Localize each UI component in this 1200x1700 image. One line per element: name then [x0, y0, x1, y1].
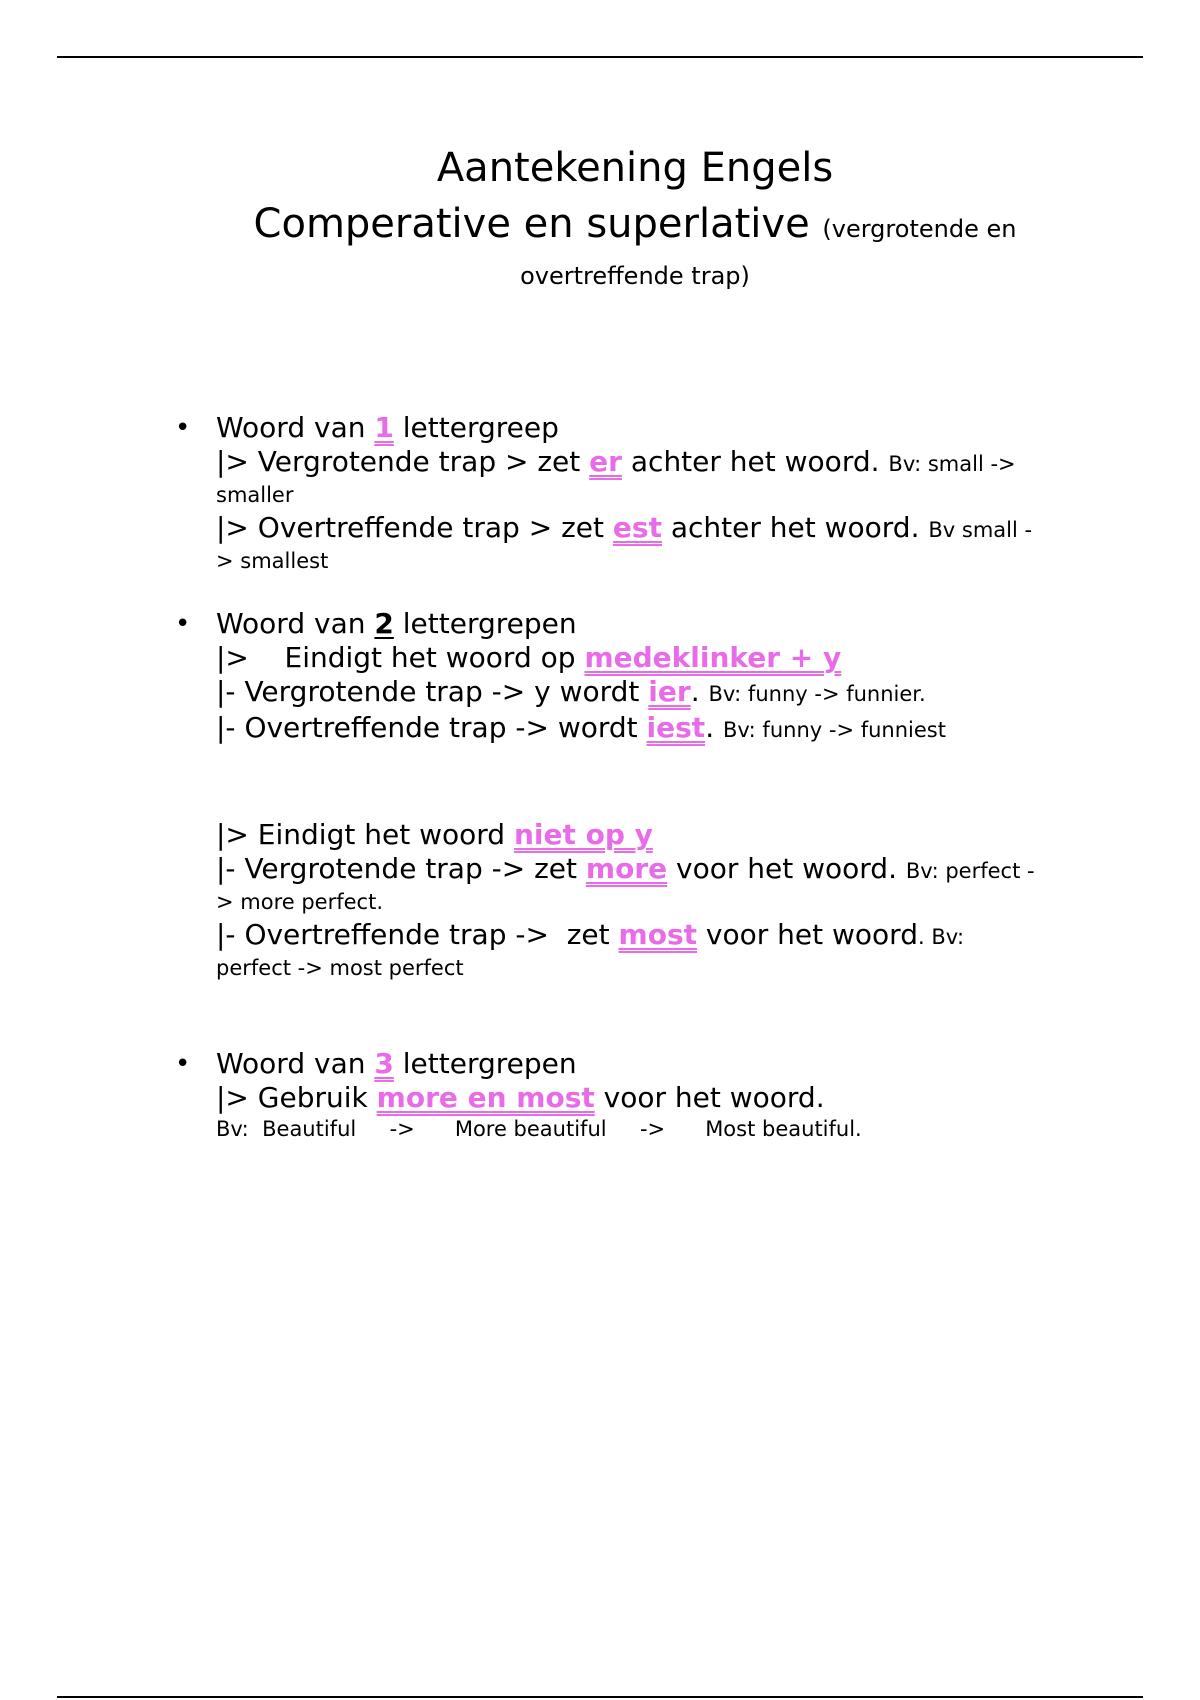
highlight: er: [589, 445, 622, 478]
rule-line: |> Vergrotende trap > zet er achter het woord. Bv: small ->: [216, 445, 1016, 478]
bullet: •: [175, 609, 191, 639]
example: Bv: funny -> funnier.: [708, 682, 926, 706]
example: Bv: small ->: [888, 452, 1016, 476]
rule-line: |> Eindigt het woord niet op y: [216, 818, 653, 851]
section-not-ending-y: [216, 818, 1056, 982]
section-two-syllables: [175, 607, 1056, 747]
section-one-syllable: [175, 411, 1056, 575]
section-three-syllables: [175, 1047, 1056, 1143]
subtitle-main: Comperative en superlative: [253, 201, 810, 247]
rule-line: |- Overtreffende trap -> wordt iest. Bv: funny -> funniest: [216, 711, 946, 744]
bottom-rule: [57, 1696, 1143, 1698]
section-heading: Woord van 2 lettergrepen: [216, 607, 577, 640]
rule-line: |> Gebruik more en most voor het woord.: [216, 1081, 825, 1114]
bullet: •: [175, 413, 191, 443]
rule-line: |- Vergrotende trap -> zet more voor het woord. Bv: perfect -: [216, 852, 1035, 885]
section-heading: Woord van 3 lettergrepen: [216, 1047, 577, 1080]
rule-line: |- Overtreffende trap -> zet most voor het woord. Bv:: [216, 918, 965, 951]
rule-line: |> Eindigt het woord op medeklinker + y: [216, 641, 842, 674]
example-continued: > more perfect.: [216, 890, 383, 914]
syllable-count: 3: [374, 1047, 394, 1080]
rule-line: |- Vergrotende trap -> y wordt ier. Bv: funny -> funnier.: [216, 675, 926, 708]
document-title: Aantekening Engels: [436, 145, 834, 191]
section-heading: Woord van 1 lettergreep: [216, 411, 559, 444]
document-subtitle: [200, 196, 1070, 257]
highlight: more en most: [376, 1081, 595, 1114]
bullet: •: [175, 1049, 191, 1079]
subtitle-note-b: overtreffende trap): [520, 262, 750, 290]
highlight: most: [618, 918, 698, 951]
document-header: [200, 140, 1070, 293]
highlight: est: [612, 511, 662, 544]
syllable-count: 1: [374, 411, 394, 444]
highlight: medeklinker + y: [584, 641, 842, 674]
example: Bv: funny -> funniest: [723, 718, 946, 742]
example-continued: > smallest: [216, 549, 329, 573]
top-rule: [57, 56, 1143, 58]
highlight: more: [585, 852, 668, 885]
example-continued: smaller: [216, 483, 294, 507]
highlight: ier: [648, 675, 691, 708]
example-row: Bv: Beautiful -> More beautiful -> Most beautiful.: [216, 1117, 862, 1141]
highlight: niet op y: [513, 818, 653, 851]
subtitle-note-a: (vergrotende en: [822, 215, 1017, 243]
example: . Bv:: [917, 925, 965, 949]
example: Bv small -: [928, 518, 1033, 542]
highlight: iest: [646, 711, 706, 744]
example: Bv: perfect -: [905, 859, 1035, 883]
rule-line: |> Overtreffende trap > zet est achter het woord. Bv small -: [216, 511, 1033, 544]
syllable-count: 2: [374, 607, 394, 640]
example-continued: perfect -> most perfect: [216, 956, 464, 980]
